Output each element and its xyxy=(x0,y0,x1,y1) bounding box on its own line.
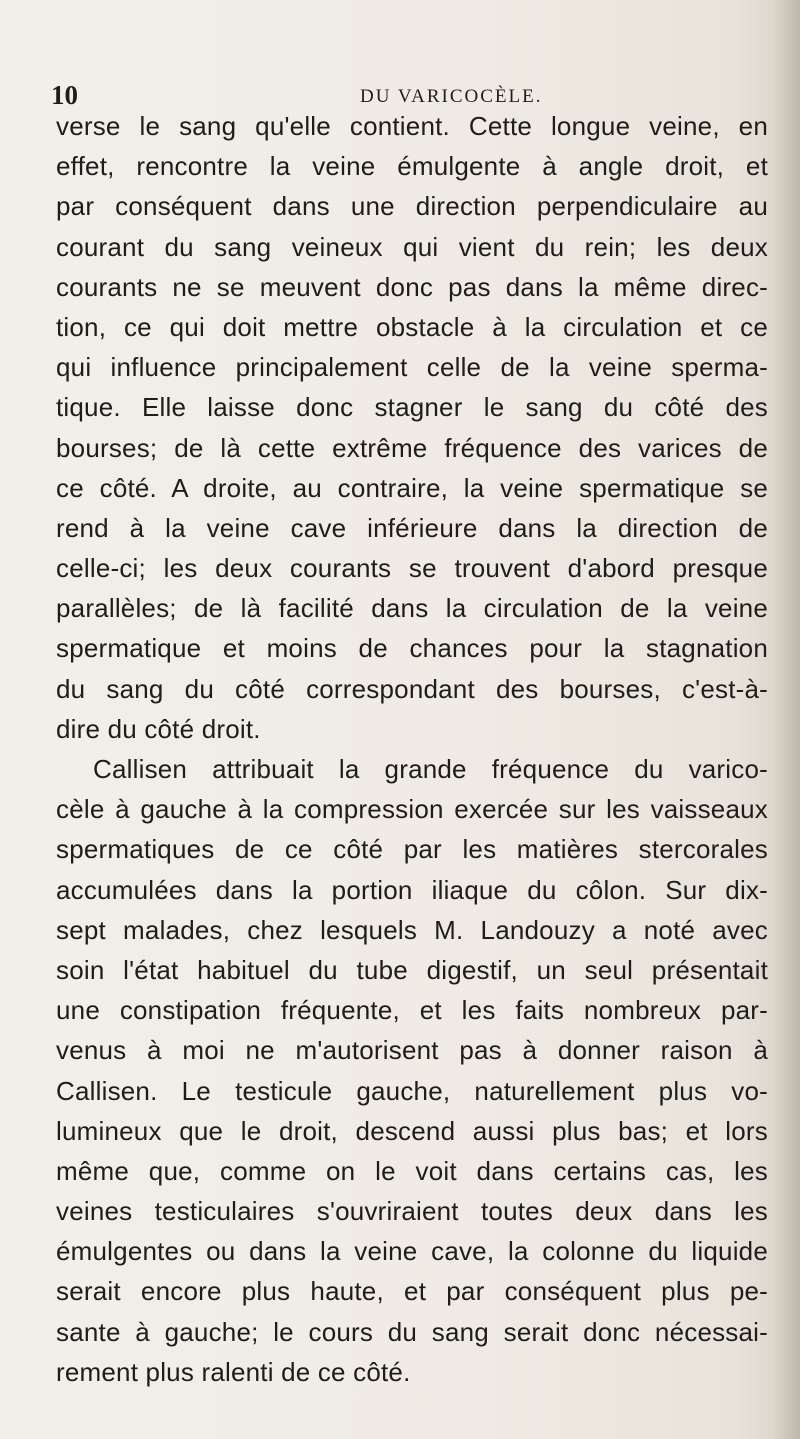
text-line: tique. Elle laisse donc stagner le sang du côté des xyxy=(56,392,768,423)
text-line: spermatique et moins de chances pour la stagnation xyxy=(56,633,768,664)
text-line: soin l'état habituel du tube digestif, un seul présentait xyxy=(56,954,768,985)
text-line: Callisen attribuait la grande fréquence du varico- xyxy=(93,754,768,784)
text-line: dire du côté droit. xyxy=(56,713,261,744)
page-edge-shadow xyxy=(772,0,800,1439)
text-line: Callisen. Le testicule gauche, naturellement plus vo- xyxy=(56,1075,768,1106)
text-line: veines testiculaires s'ouvriraient toutes deux dans les xyxy=(56,1196,768,1227)
text-line: accumulées dans la portion iliaque du côlon. Sur dix- xyxy=(56,874,768,905)
text-line: sante à gauche; le cours du sang serait donc nécessai- xyxy=(56,1316,768,1347)
text-line: même que, comme on le voit dans certains cas, les xyxy=(56,1155,768,1186)
body-text xyxy=(56,106,768,1392)
text-line: rend à la veine cave inférieure dans la direction de xyxy=(56,512,768,543)
text-line: cèle à gauche à la compression exercée sur les vaisseaux xyxy=(56,794,768,825)
page-number: 10 xyxy=(51,80,78,110)
text-line: bourses; de là cette extrême fréquence des varices de xyxy=(56,432,768,463)
text-line: lumineux que le droit, descend aussi plus bas; et lors xyxy=(56,1115,768,1146)
text-line: du sang du côté correspondant des bourses, c'est-à- xyxy=(56,673,768,704)
text-line: rement plus ralenti de ce côté. xyxy=(56,1356,411,1387)
text-line: sept malades, chez lesquels M. Landouzy a noté avec xyxy=(56,914,768,945)
text-line: ce côté. A droite, au contraire, la veine spermatique se xyxy=(56,472,768,503)
text-line: venus à moi ne m'autorisent pas à donner raison à xyxy=(56,1035,768,1066)
text-line: verse le sang qu'elle contient. Cette longue veine, en xyxy=(56,111,768,141)
text-line: celle-ci; les deux courants se trouvent d'abord presque xyxy=(56,553,768,584)
text-line: serait encore plus haute, et par conséquent plus pe- xyxy=(56,1276,768,1307)
running-head: DU VARICOCÈLE. xyxy=(360,86,543,107)
text-line: courants ne se meuvent donc pas dans la même direc- xyxy=(56,271,768,302)
text-line: une constipation fréquente, et les faits nombreux par- xyxy=(56,995,768,1026)
text-line: tion, ce qui doit mettre obstacle à la circulation et ce xyxy=(56,311,768,342)
text-line: spermatiques de ce côté par les matières stercorales xyxy=(56,834,768,865)
text-line: courant du sang veineux qui vient du rein; les deux xyxy=(56,231,768,262)
text-line: émulgentes ou dans la veine cave, la colonne du liquide xyxy=(56,1236,768,1267)
text-line: qui influence principalement celle de la veine sperma- xyxy=(56,352,768,383)
text-line: parallèles; de là facilité dans la circulation de la veine xyxy=(56,593,768,624)
text-line: par conséquent dans une direction perpendiculaire au xyxy=(56,191,768,222)
text-line: effet, rencontre la veine émulgente à angle droit, et xyxy=(56,151,768,182)
